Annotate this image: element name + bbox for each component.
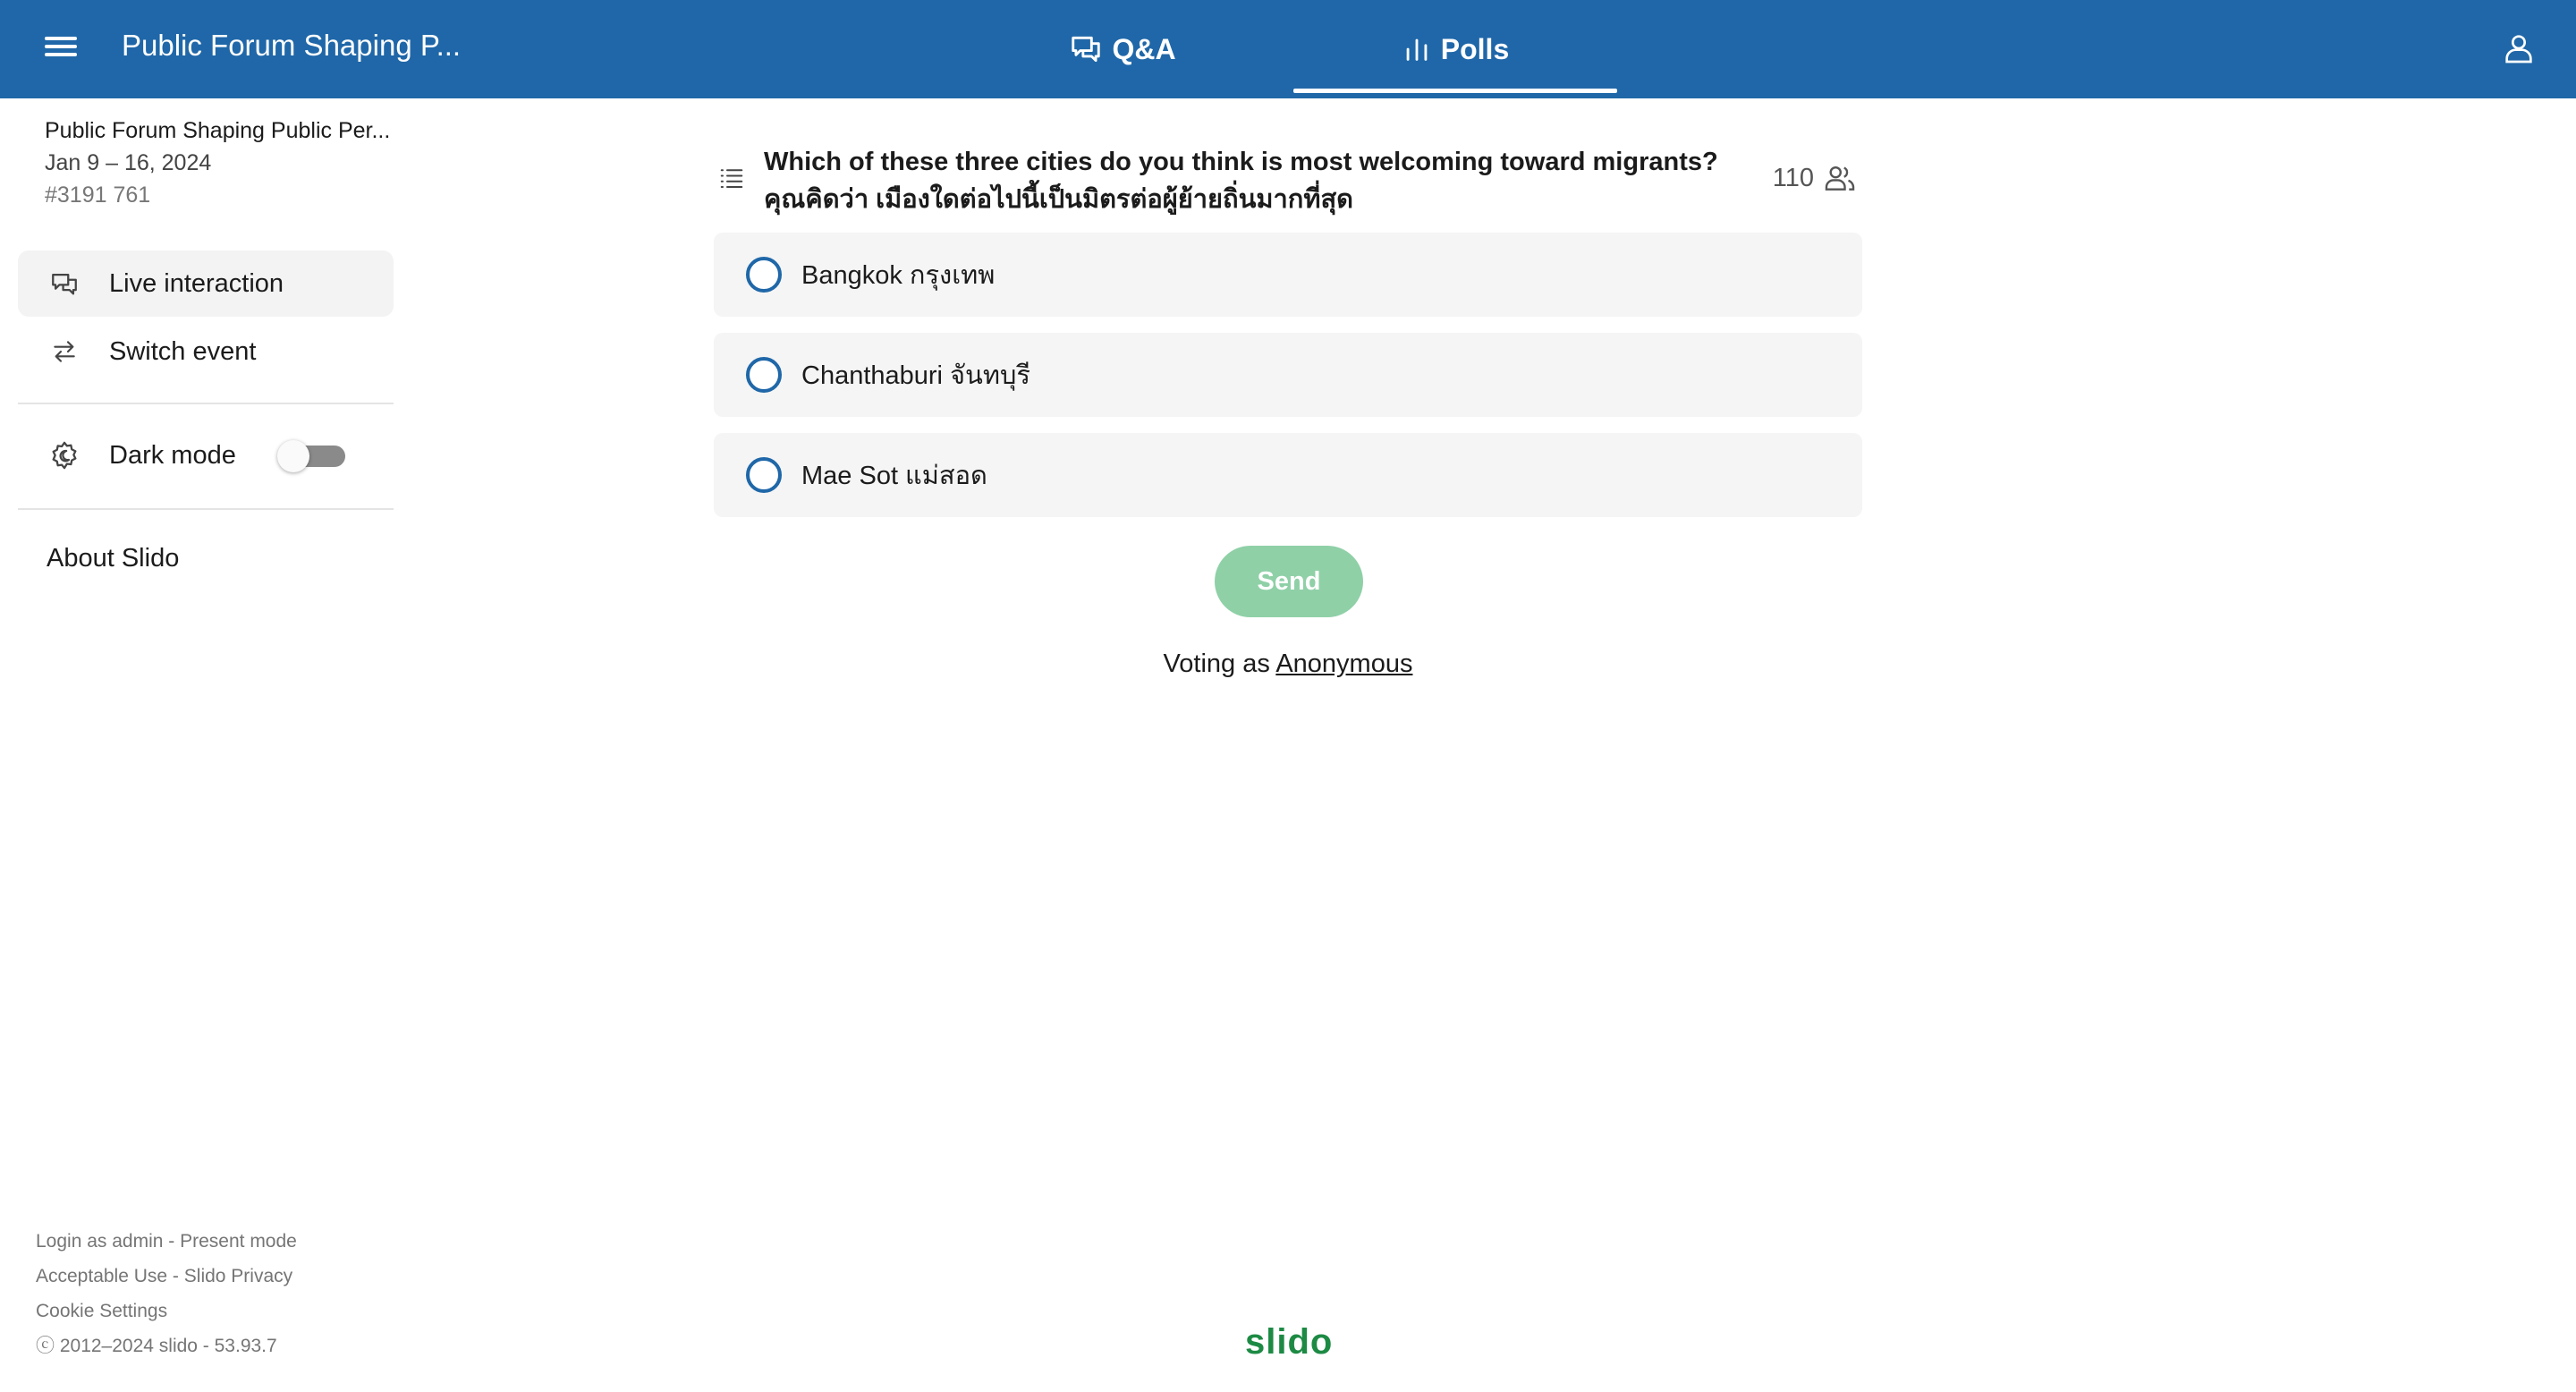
cookie-settings-link[interactable]: Cookie Settings: [36, 1301, 168, 1321]
dark-mode-label: Dark mode: [109, 440, 236, 470]
event-code: #3191 761: [45, 182, 151, 208]
vote-count: [1773, 161, 1857, 195]
voting-as-text: [714, 649, 1862, 679]
list-icon: [717, 165, 746, 191]
participants-icon: [1823, 161, 1857, 195]
divider: [18, 508, 394, 510]
slido-logo: slido: [1245, 1322, 1334, 1362]
bar-chart-icon: [1402, 34, 1432, 64]
sidebar-item-live-interaction[interactable]: [18, 250, 394, 317]
poll-option[interactable]: [714, 433, 1862, 517]
poll-option-label: Chanthaburi จันทบุรี: [801, 361, 1030, 390]
gear-moon-icon: [49, 440, 80, 471]
dark-mode-toggle[interactable]: [277, 440, 345, 471]
divider: [18, 403, 394, 404]
chat-bubbles-icon: [49, 268, 80, 299]
radio-button[interactable]: [746, 357, 782, 393]
poll-question: Which of these three cities do you think is most welcoming toward migrants? คุณคิดว่า เมืองใดต่อไปนี้เป็นมิตรต่อผู้ย้ายถิ่นมากที่สุด: [764, 148, 1718, 214]
poll-option[interactable]: [714, 233, 1862, 317]
poll-option-label: Mae Sot แม่สอด: [801, 462, 987, 490]
swap-arrows-icon: [50, 337, 79, 366]
voting-identity-link[interactable]: Anonymous: [1275, 649, 1413, 678]
sidebar: [0, 98, 411, 1392]
event-title: Public Forum Shaping P...: [122, 29, 462, 62]
vote-count-value: 110: [1772, 163, 1814, 192]
sidebar-item-label: Switch event: [109, 336, 257, 366]
sidebar-item-switch-event[interactable]: [18, 318, 394, 385]
sidebar-item-label: Live interaction: [109, 268, 284, 298]
copyright: ⓒ 2012–2024 slido - 53.93.7: [36, 1336, 277, 1356]
footer-links: [36, 1224, 297, 1363]
event-dates: Jan 9 – 16, 2024: [45, 150, 212, 175]
footer-separator: -: [167, 1266, 184, 1286]
voting-prefix: Voting as: [1163, 649, 1276, 678]
tab-qa[interactable]: [1055, 0, 1190, 98]
acceptable-use-link[interactable]: Acceptable Use: [36, 1266, 168, 1286]
menu-icon[interactable]: [43, 32, 79, 66]
radio-button[interactable]: [746, 457, 782, 493]
event-name: Public Forum Shaping Public Per...: [45, 118, 391, 143]
tab-polls[interactable]: [1293, 0, 1617, 98]
send-button[interactable]: Send: [1215, 546, 1363, 617]
top-header: [0, 0, 2576, 98]
toggle-knob: [277, 440, 309, 472]
login-admin-link[interactable]: Login as admin: [36, 1231, 164, 1252]
privacy-link[interactable]: Slido Privacy: [183, 1266, 293, 1286]
present-mode-link[interactable]: Present mode: [180, 1231, 297, 1252]
footer-separator: -: [163, 1231, 181, 1252]
about-slido-link[interactable]: About Slido: [47, 544, 180, 573]
chat-bubbles-icon: [1069, 32, 1103, 66]
tab-qa-label: Q&A: [1112, 32, 1176, 65]
user-icon[interactable]: [2501, 30, 2537, 66]
poll-option-label: Bangkok กรุงเทพ: [801, 261, 996, 290]
poll-option[interactable]: [714, 333, 1862, 417]
tab-polls-label: Polls: [1440, 32, 1510, 65]
radio-button[interactable]: [746, 257, 782, 293]
